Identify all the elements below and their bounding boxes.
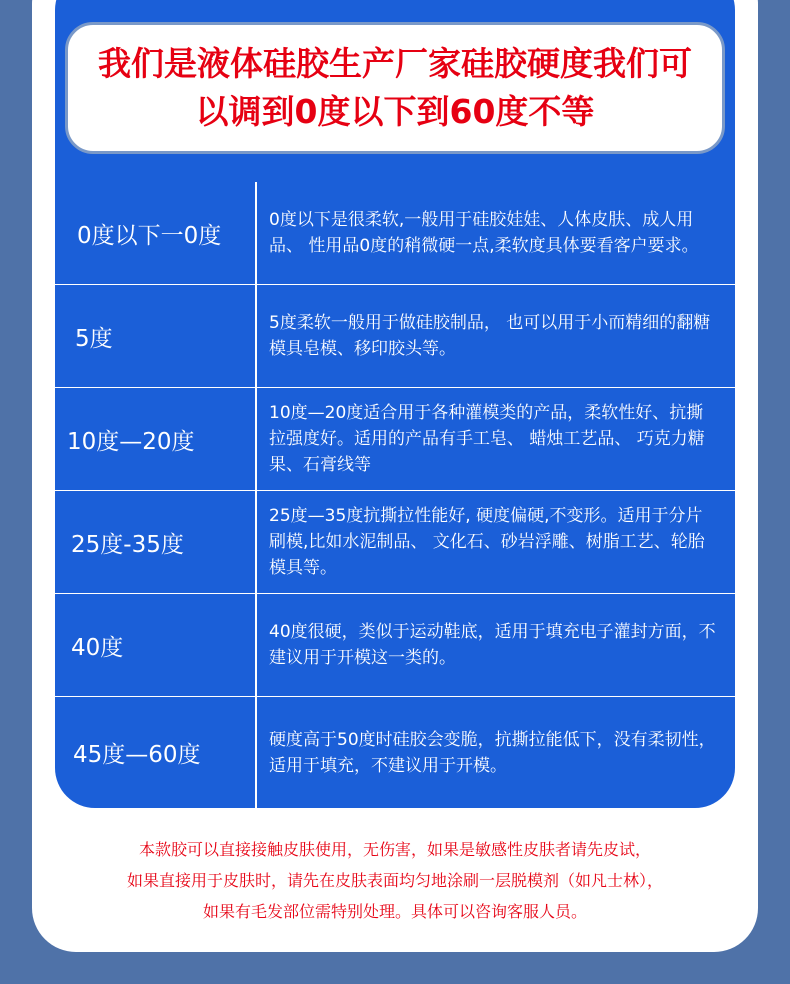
hardness-table (55, 182, 735, 808)
hardness-range: 45度—60度 (73, 742, 201, 768)
hardness-description: 40度很硬，类似于运动鞋底，适用于填充电子灌封方面，不建议用于开模这一类的。 (269, 622, 716, 668)
hardness-description: 5度柔软一般用于做硅胶制品， 也可以用于小而精细的翻糖模具皂模、移印胶头等。 (269, 313, 711, 359)
hardness-range: 5度 (75, 325, 113, 352)
table-row (55, 285, 735, 388)
hardness-range: 0度以下一0度 (77, 222, 222, 249)
note-line: 如果直接用于皮肤时，请先在皮肤表面均匀地涂刷一层脱模剂（如凡士林）， (126, 871, 663, 890)
table-row (55, 491, 735, 594)
table-row (55, 594, 735, 697)
hardness-description: 0度以下是很柔软,一般用于硅胶娃娃、人体皮肤、成人用品、 性用品0度的稍微硬一点,柔软度具体要看客户要求。 (269, 210, 699, 256)
table-row (55, 697, 735, 808)
hardness-range: 25度-35度 (71, 531, 184, 558)
hardness-range: 10度—20度 (67, 428, 195, 455)
hardness-description: 10度—20度适合用于各种灌模类的产品，柔软性好、抗撕拉强度好。适用的产品有手工皂、 蜡烛工艺品、 巧克力糖果、石膏线等 (269, 403, 705, 475)
hardness-description: 硬度高于50度时硅胶会变脆，抗撕拉能低下，没有柔韧性，适用于填充，不建议用于开模。 (269, 729, 716, 776)
note-line: 如果有毛发部位需特别处理。具体可以咨询客服人员。 (202, 902, 587, 921)
title-banner (65, 22, 725, 154)
table-row (55, 182, 735, 285)
hardness-range: 40度 (71, 634, 124, 661)
page-title: 我们是液体硅胶生产厂家硅胶硬度我们可以调到0度以下到60度不等 (98, 44, 692, 131)
usage-note (60, 834, 730, 927)
note-line: 本款胶可以直接接触皮肤使用，无伤害，如果是敏感性皮肤者请先皮试， (138, 840, 651, 859)
table-row (55, 388, 735, 491)
hardness-description: 25度—35度抗撕拉性能好, 硬度偏硬,不变形。适用于分片刷模,比如水泥制品、 文化石、砂岩浮雕、树脂工艺、轮胎模具等。 (269, 506, 705, 578)
